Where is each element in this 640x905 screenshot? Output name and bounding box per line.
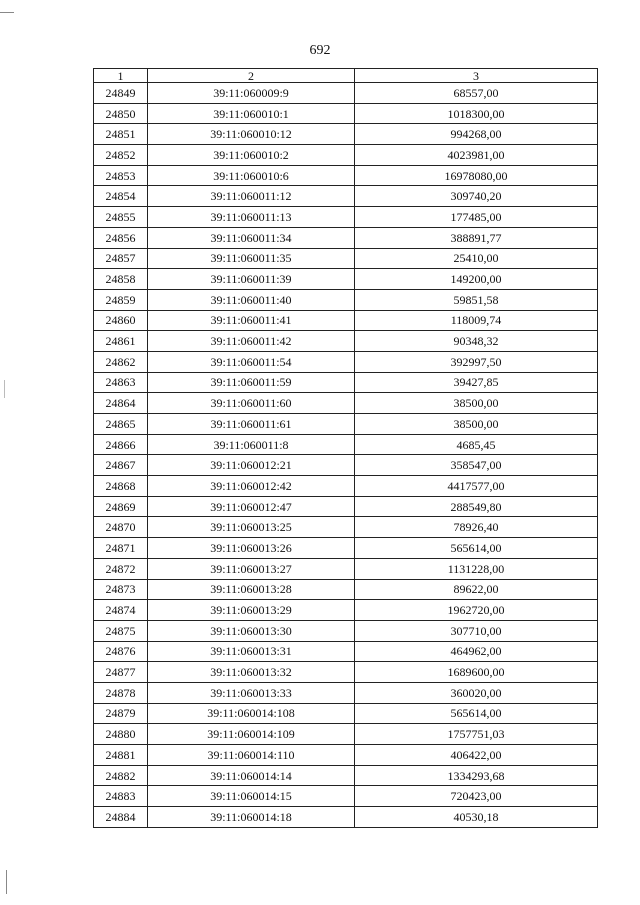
cadastral-number-cell: 39:11:060009:9	[148, 83, 355, 104]
value-cell: 40530,18	[355, 807, 598, 828]
row-number-cell: 24864	[94, 393, 148, 414]
value-cell: 177485,00	[355, 207, 598, 228]
value-cell: 25410,00	[355, 248, 598, 269]
table-row	[94, 765, 598, 786]
row-number-cell: 24867	[94, 455, 148, 476]
table-row	[94, 331, 598, 352]
row-number-cell: 24863	[94, 372, 148, 393]
row-number-cell: 24862	[94, 351, 148, 372]
table-row	[94, 558, 598, 579]
cadastral-number-cell: 39:11:060011:13	[148, 207, 355, 228]
row-number-cell: 24858	[94, 269, 148, 290]
table-row	[94, 641, 598, 662]
table-row	[94, 745, 598, 766]
table-row	[94, 269, 598, 290]
table-header-row	[94, 69, 598, 83]
row-number-cell: 24865	[94, 414, 148, 435]
value-cell: 392997,50	[355, 351, 598, 372]
table-row	[94, 393, 598, 414]
value-cell: 1334293,68	[355, 765, 598, 786]
table-row	[94, 227, 598, 248]
table-row	[94, 165, 598, 186]
value-cell: 39427,85	[355, 372, 598, 393]
value-cell: 1018300,00	[355, 103, 598, 124]
table-row	[94, 600, 598, 621]
value-cell: 720423,00	[355, 786, 598, 807]
cadastral-number-cell: 39:11:060014:18	[148, 807, 355, 828]
cadastral-number-cell: 39:11:060011:54	[148, 351, 355, 372]
cadastral-number-cell: 39:11:060013:30	[148, 620, 355, 641]
cadastral-number-cell: 39:11:060011:12	[148, 186, 355, 207]
table-row	[94, 248, 598, 269]
scan-mark	[6, 870, 7, 894]
table-row	[94, 662, 598, 683]
table-row	[94, 434, 598, 455]
value-cell: 38500,00	[355, 414, 598, 435]
cadastral-number-cell: 39:11:060013:25	[148, 517, 355, 538]
row-number-cell: 24876	[94, 641, 148, 662]
table-row	[94, 476, 598, 497]
row-number-cell: 24872	[94, 558, 148, 579]
table-row	[94, 620, 598, 641]
row-number-cell: 24883	[94, 786, 148, 807]
cadastral-number-cell: 39:11:060014:15	[148, 786, 355, 807]
value-cell: 565614,00	[355, 703, 598, 724]
table-row	[94, 186, 598, 207]
cadastral-number-cell: 39:11:060011:42	[148, 331, 355, 352]
column-header-2: 2	[148, 69, 355, 83]
cadastral-number-cell: 39:11:060010:6	[148, 165, 355, 186]
table-row	[94, 414, 598, 435]
value-cell: 16978080,00	[355, 165, 598, 186]
table-row	[94, 351, 598, 372]
cadastral-number-cell: 39:11:060010:12	[148, 124, 355, 145]
value-cell: 90348,32	[355, 331, 598, 352]
table-row	[94, 682, 598, 703]
cadastral-number-cell: 39:11:060011:8	[148, 434, 355, 455]
cadastral-number-cell: 39:11:060011:35	[148, 248, 355, 269]
cadastral-number-cell: 39:11:060010:2	[148, 145, 355, 166]
cadastral-number-cell: 39:11:060011:39	[148, 269, 355, 290]
cadastral-number-cell: 39:11:060011:60	[148, 393, 355, 414]
row-number-cell: 24881	[94, 745, 148, 766]
table-body	[94, 83, 598, 828]
value-cell: 388891,77	[355, 227, 598, 248]
cadastral-number-cell: 39:11:060014:14	[148, 765, 355, 786]
data-table	[93, 68, 598, 828]
cadastral-number-cell: 39:11:060011:41	[148, 310, 355, 331]
value-cell: 994268,00	[355, 124, 598, 145]
value-cell: 1962720,00	[355, 600, 598, 621]
table-row	[94, 703, 598, 724]
row-number-cell: 24852	[94, 145, 148, 166]
row-number-cell: 24853	[94, 165, 148, 186]
value-cell: 358547,00	[355, 455, 598, 476]
row-number-cell: 24874	[94, 600, 148, 621]
row-number-cell: 24859	[94, 289, 148, 310]
table-row	[94, 83, 598, 104]
table-row	[94, 145, 598, 166]
value-cell: 307710,00	[355, 620, 598, 641]
value-cell: 38500,00	[355, 393, 598, 414]
row-number-cell: 24880	[94, 724, 148, 745]
value-cell: 89622,00	[355, 579, 598, 600]
value-cell: 4417577,00	[355, 476, 598, 497]
row-number-cell: 24868	[94, 476, 148, 497]
value-cell: 68557,00	[355, 83, 598, 104]
table-row	[94, 310, 598, 331]
row-number-cell: 24851	[94, 124, 148, 145]
column-header-3: 3	[355, 69, 598, 83]
page-number: 692	[309, 43, 331, 58]
table-row	[94, 807, 598, 828]
table-row	[94, 124, 598, 145]
row-number-cell: 24861	[94, 331, 148, 352]
cadastral-number-cell: 39:11:060013:26	[148, 538, 355, 559]
value-cell: 4023981,00	[355, 145, 598, 166]
table-row	[94, 579, 598, 600]
scan-mark	[4, 380, 5, 398]
table-row	[94, 207, 598, 228]
row-number-cell: 24860	[94, 310, 148, 331]
row-number-cell: 24884	[94, 807, 148, 828]
cadastral-number-cell: 39:11:060013:28	[148, 579, 355, 600]
cadastral-number-cell: 39:11:060010:1	[148, 103, 355, 124]
row-number-cell: 24870	[94, 517, 148, 538]
cadastral-number-cell: 39:11:060013:27	[148, 558, 355, 579]
cadastral-number-cell: 39:11:060011:34	[148, 227, 355, 248]
cadastral-number-cell: 39:11:060013:29	[148, 600, 355, 621]
cadastral-number-cell: 39:11:060013:32	[148, 662, 355, 683]
table-row	[94, 517, 598, 538]
row-number-cell: 24856	[94, 227, 148, 248]
value-cell: 309740,20	[355, 186, 598, 207]
row-number-cell: 24871	[94, 538, 148, 559]
table-row	[94, 496, 598, 517]
table-row	[94, 289, 598, 310]
table-row	[94, 786, 598, 807]
table-row	[94, 103, 598, 124]
cadastral-number-cell: 39:11:060014:110	[148, 745, 355, 766]
cadastral-number-cell: 39:11:060013:33	[148, 682, 355, 703]
value-cell: 118009,74	[355, 310, 598, 331]
table-row	[94, 455, 598, 476]
value-cell: 4685,45	[355, 434, 598, 455]
row-number-cell: 24879	[94, 703, 148, 724]
cadastral-number-cell: 39:11:060014:108	[148, 703, 355, 724]
value-cell: 1689600,00	[355, 662, 598, 683]
row-number-cell: 24849	[94, 83, 148, 104]
value-cell: 565614,00	[355, 538, 598, 559]
value-cell: 1131228,00	[355, 558, 598, 579]
cadastral-number-cell: 39:11:060011:61	[148, 414, 355, 435]
value-cell: 464962,00	[355, 641, 598, 662]
cadastral-number-cell: 39:11:060011:40	[148, 289, 355, 310]
value-cell: 149200,00	[355, 269, 598, 290]
cadastral-number-cell: 39:11:060013:31	[148, 641, 355, 662]
row-number-cell: 24869	[94, 496, 148, 517]
row-number-cell: 24877	[94, 662, 148, 683]
row-number-cell: 24850	[94, 103, 148, 124]
value-cell: 59851,58	[355, 289, 598, 310]
row-number-cell: 24875	[94, 620, 148, 641]
row-number-cell: 24855	[94, 207, 148, 228]
value-cell: 78926,40	[355, 517, 598, 538]
table-row	[94, 538, 598, 559]
row-number-cell: 24873	[94, 579, 148, 600]
value-cell: 288549,80	[355, 496, 598, 517]
value-cell: 360020,00	[355, 682, 598, 703]
cadastral-number-cell: 39:11:060012:47	[148, 496, 355, 517]
row-number-cell: 24854	[94, 186, 148, 207]
value-cell: 1757751,03	[355, 724, 598, 745]
table-row	[94, 372, 598, 393]
cadastral-number-cell: 39:11:060012:42	[148, 476, 355, 497]
row-number-cell: 24878	[94, 682, 148, 703]
column-header-1: 1	[94, 69, 148, 83]
scan-mark	[0, 12, 14, 13]
value-cell: 406422,00	[355, 745, 598, 766]
cadastral-number-cell: 39:11:060011:59	[148, 372, 355, 393]
table-row	[94, 724, 598, 745]
cadastral-number-cell: 39:11:060014:109	[148, 724, 355, 745]
row-number-cell: 24882	[94, 765, 148, 786]
row-number-cell: 24857	[94, 248, 148, 269]
row-number-cell: 24866	[94, 434, 148, 455]
cadastral-number-cell: 39:11:060012:21	[148, 455, 355, 476]
